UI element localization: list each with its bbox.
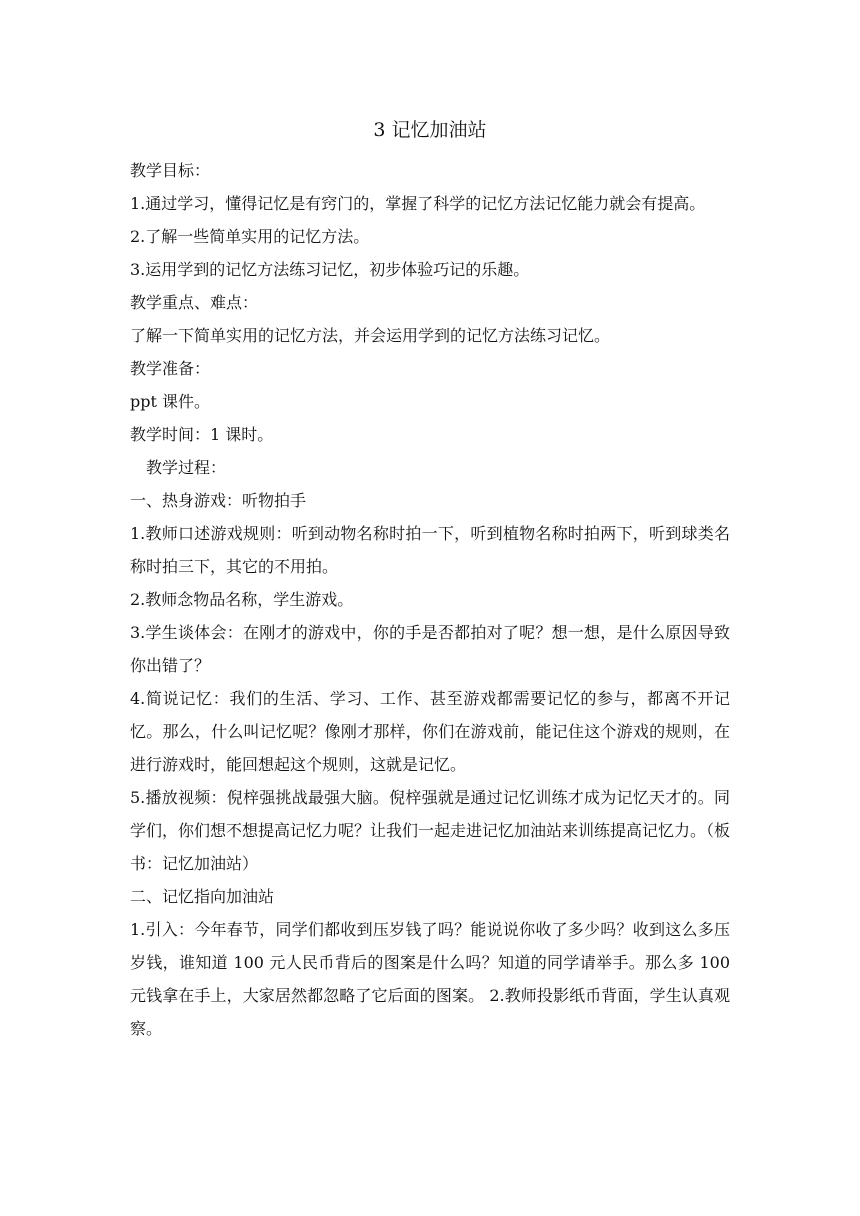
section-1-step-1: 1.教师口述游戏规则：听到动物名称时拍一下，听到植物名称时拍两下，听到球类名称时拍三下，其它的不用拍。 bbox=[130, 524, 730, 576]
section-1-step-2: 2.教师念物品名称，学生游戏。 bbox=[130, 590, 354, 609]
section-1-step-4: 4.简说记忆：我们的生活、学习、工作、甚至游戏都需要记忆的参与，都离不开记忆。那么，什么叫记忆呢？像刚才那样，你们在游戏前，能记住这个游戏的规则，在进行游戏时，能回想起这个规则，这就是记忆。 bbox=[130, 689, 730, 774]
section-1-step-3: 3.学生谈体会：在刚才的游戏中，你的手是否都拍对了呢？想一想，是什么原因导致你出错了？ bbox=[130, 623, 730, 675]
document-title: 3 记忆加油站 bbox=[373, 119, 487, 141]
prep-text: ppt 课件。 bbox=[130, 392, 211, 411]
section-2-heading: 二、记忆指向加油站 bbox=[130, 887, 275, 906]
focus-heading: 教学重点、难点： bbox=[130, 293, 259, 312]
focus-text: 了解一下简单实用的记忆方法，并会运用学到的记忆方法练习记忆。 bbox=[130, 326, 611, 345]
objective-item-3: 3.运用学到的记忆方法练习记忆，初步体验巧记的乐趣。 bbox=[130, 260, 530, 279]
section-2-step-1: 1.引入：今年春节，同学们都收到压岁钱了吗？能说说你收了多少吗？收到这么多压岁钱，谁知道 100 元人民币背后的图案是什么吗？知道的同学请举手。那么多 100 元钱拿在手上，大家居然都忽略了它后面的图案。 2.教师投影纸币背面，学生认真观察。 bbox=[130, 920, 730, 1038]
objectives-heading: 教学目标： bbox=[130, 161, 211, 180]
prep-heading: 教学准备： bbox=[130, 359, 211, 378]
time-text: 教学时间：1 课时。 bbox=[130, 425, 274, 444]
document-page bbox=[130, 112, 730, 1045]
objective-item-2: 2.了解一些简单实用的记忆方法。 bbox=[130, 227, 370, 246]
section-1-step-5: 5.播放视频：倪梓强挑战最强大脑。倪梓强就是通过记忆训练才成为记忆天才的。同学们，你们想不想提高记忆力呢？让我们一起走进记忆加油站来训练提高记忆力。（板书：记忆加油站） bbox=[130, 788, 731, 873]
objective-item-1: 1.通过学习，懂得记忆是有窍门的，掌握了科学的记忆方法记忆能力就会有提高。 bbox=[130, 194, 706, 213]
section-1-heading: 一、热身游戏：听物拍手 bbox=[130, 491, 307, 510]
process-heading: 教学过程： bbox=[146, 458, 227, 477]
